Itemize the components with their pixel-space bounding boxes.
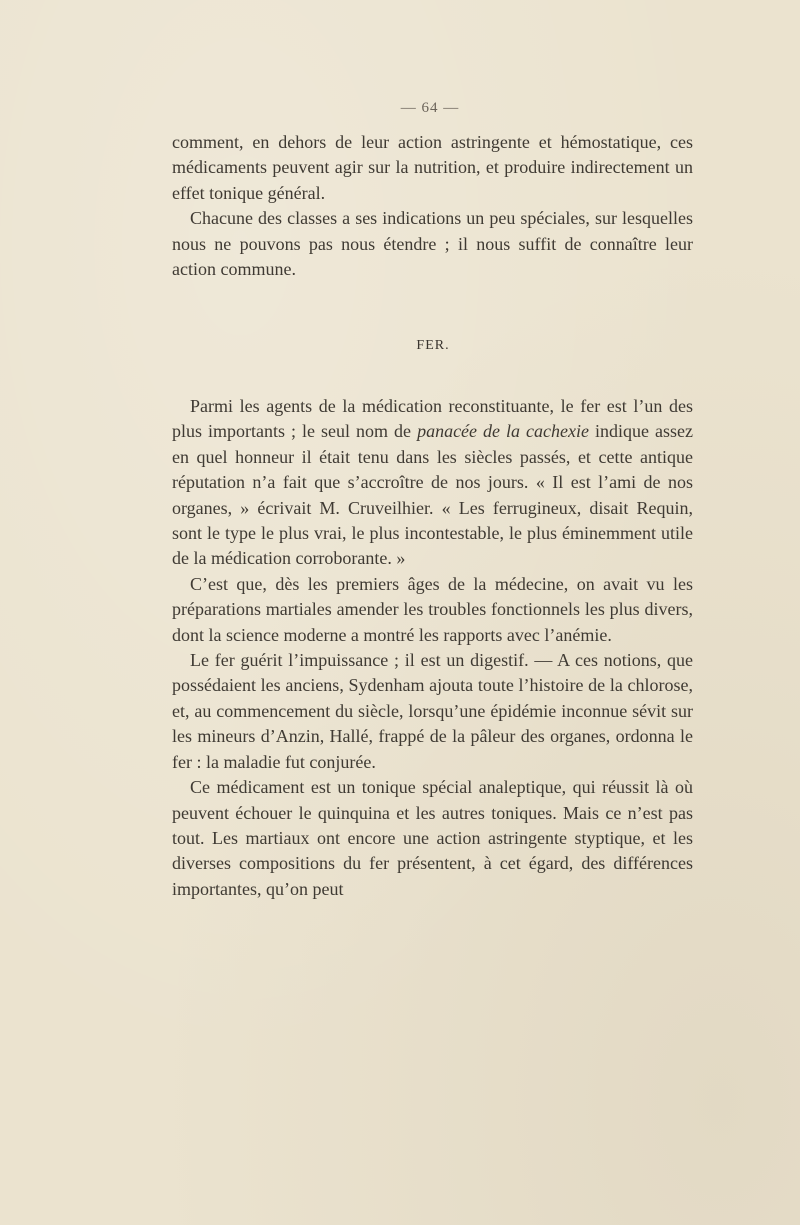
page-number: — 64 — (400, 100, 460, 116)
paragraph (172, 394, 693, 572)
paragraph: Chacune des classes a ses indications un peu spéciales, sur lesquelles nous ne pouvons pas nous étendre ; il nous suffit de connaître leur action commune. (172, 208, 693, 280)
paragraph-text: indique assez en quel honneur il était tenu dans les siècles passés, et cette antique réputation n’a fait que s’accroître de nos jours. « Il est l’ami de nos organes, » écrivait M. Cruveilhier. « Les ferrugineux, disait Requin, sont le type le plus vrai, le plus incontestable, le plus éminemment utile de la médication corroborante. » (172, 421, 694, 569)
paragraph: comment, en dehors de leur action astringente et hémostatique, ces médicaments peuvent agir sur la nutrition, et produire indirectement un effet tonique général. (172, 132, 693, 203)
text-block-intro (172, 130, 693, 282)
text-block-fer (172, 394, 693, 902)
paragraph: C’est que, dès les premiers âges de la médecine, on avait vu les préparations martiales amender les troubles fonctionnels les plus divers, dont la science moderne a montré les rapports avec l’anémie. (172, 573, 693, 645)
section-heading: FER. (416, 338, 450, 353)
paragraph: Le fer guérit l’impuissance ; il est un digestif. — A ces notions, que possédaient les anciens, Sydenham ajouta toute l’histoire de la chlorose, et, au commencement du siècle, lorsqu’une épidémie inconnue sévit sur les mineurs d’Anzin, Hallé, frappé de la pâleur des organes, ordonna le fer : la maladie fut conjurée. (172, 650, 693, 772)
italic-term: panacée de la cachexie (417, 421, 590, 442)
paragraph-text: Parmi les agents de la médication reconstituante, le fer est l’un des plus importants ; le seul nom de (172, 396, 693, 442)
paragraph: Ce médicament est un tonique spécial analeptique, qui réussit là où peuvent échouer le quinquina et les autres toniques. Mais ce n’est pas tout. Les martiaux ont encore une action astringente styptique, et les diverses compositions du fer présentent, à cet égard, des différences importantes, qu’on peut (172, 777, 693, 899)
